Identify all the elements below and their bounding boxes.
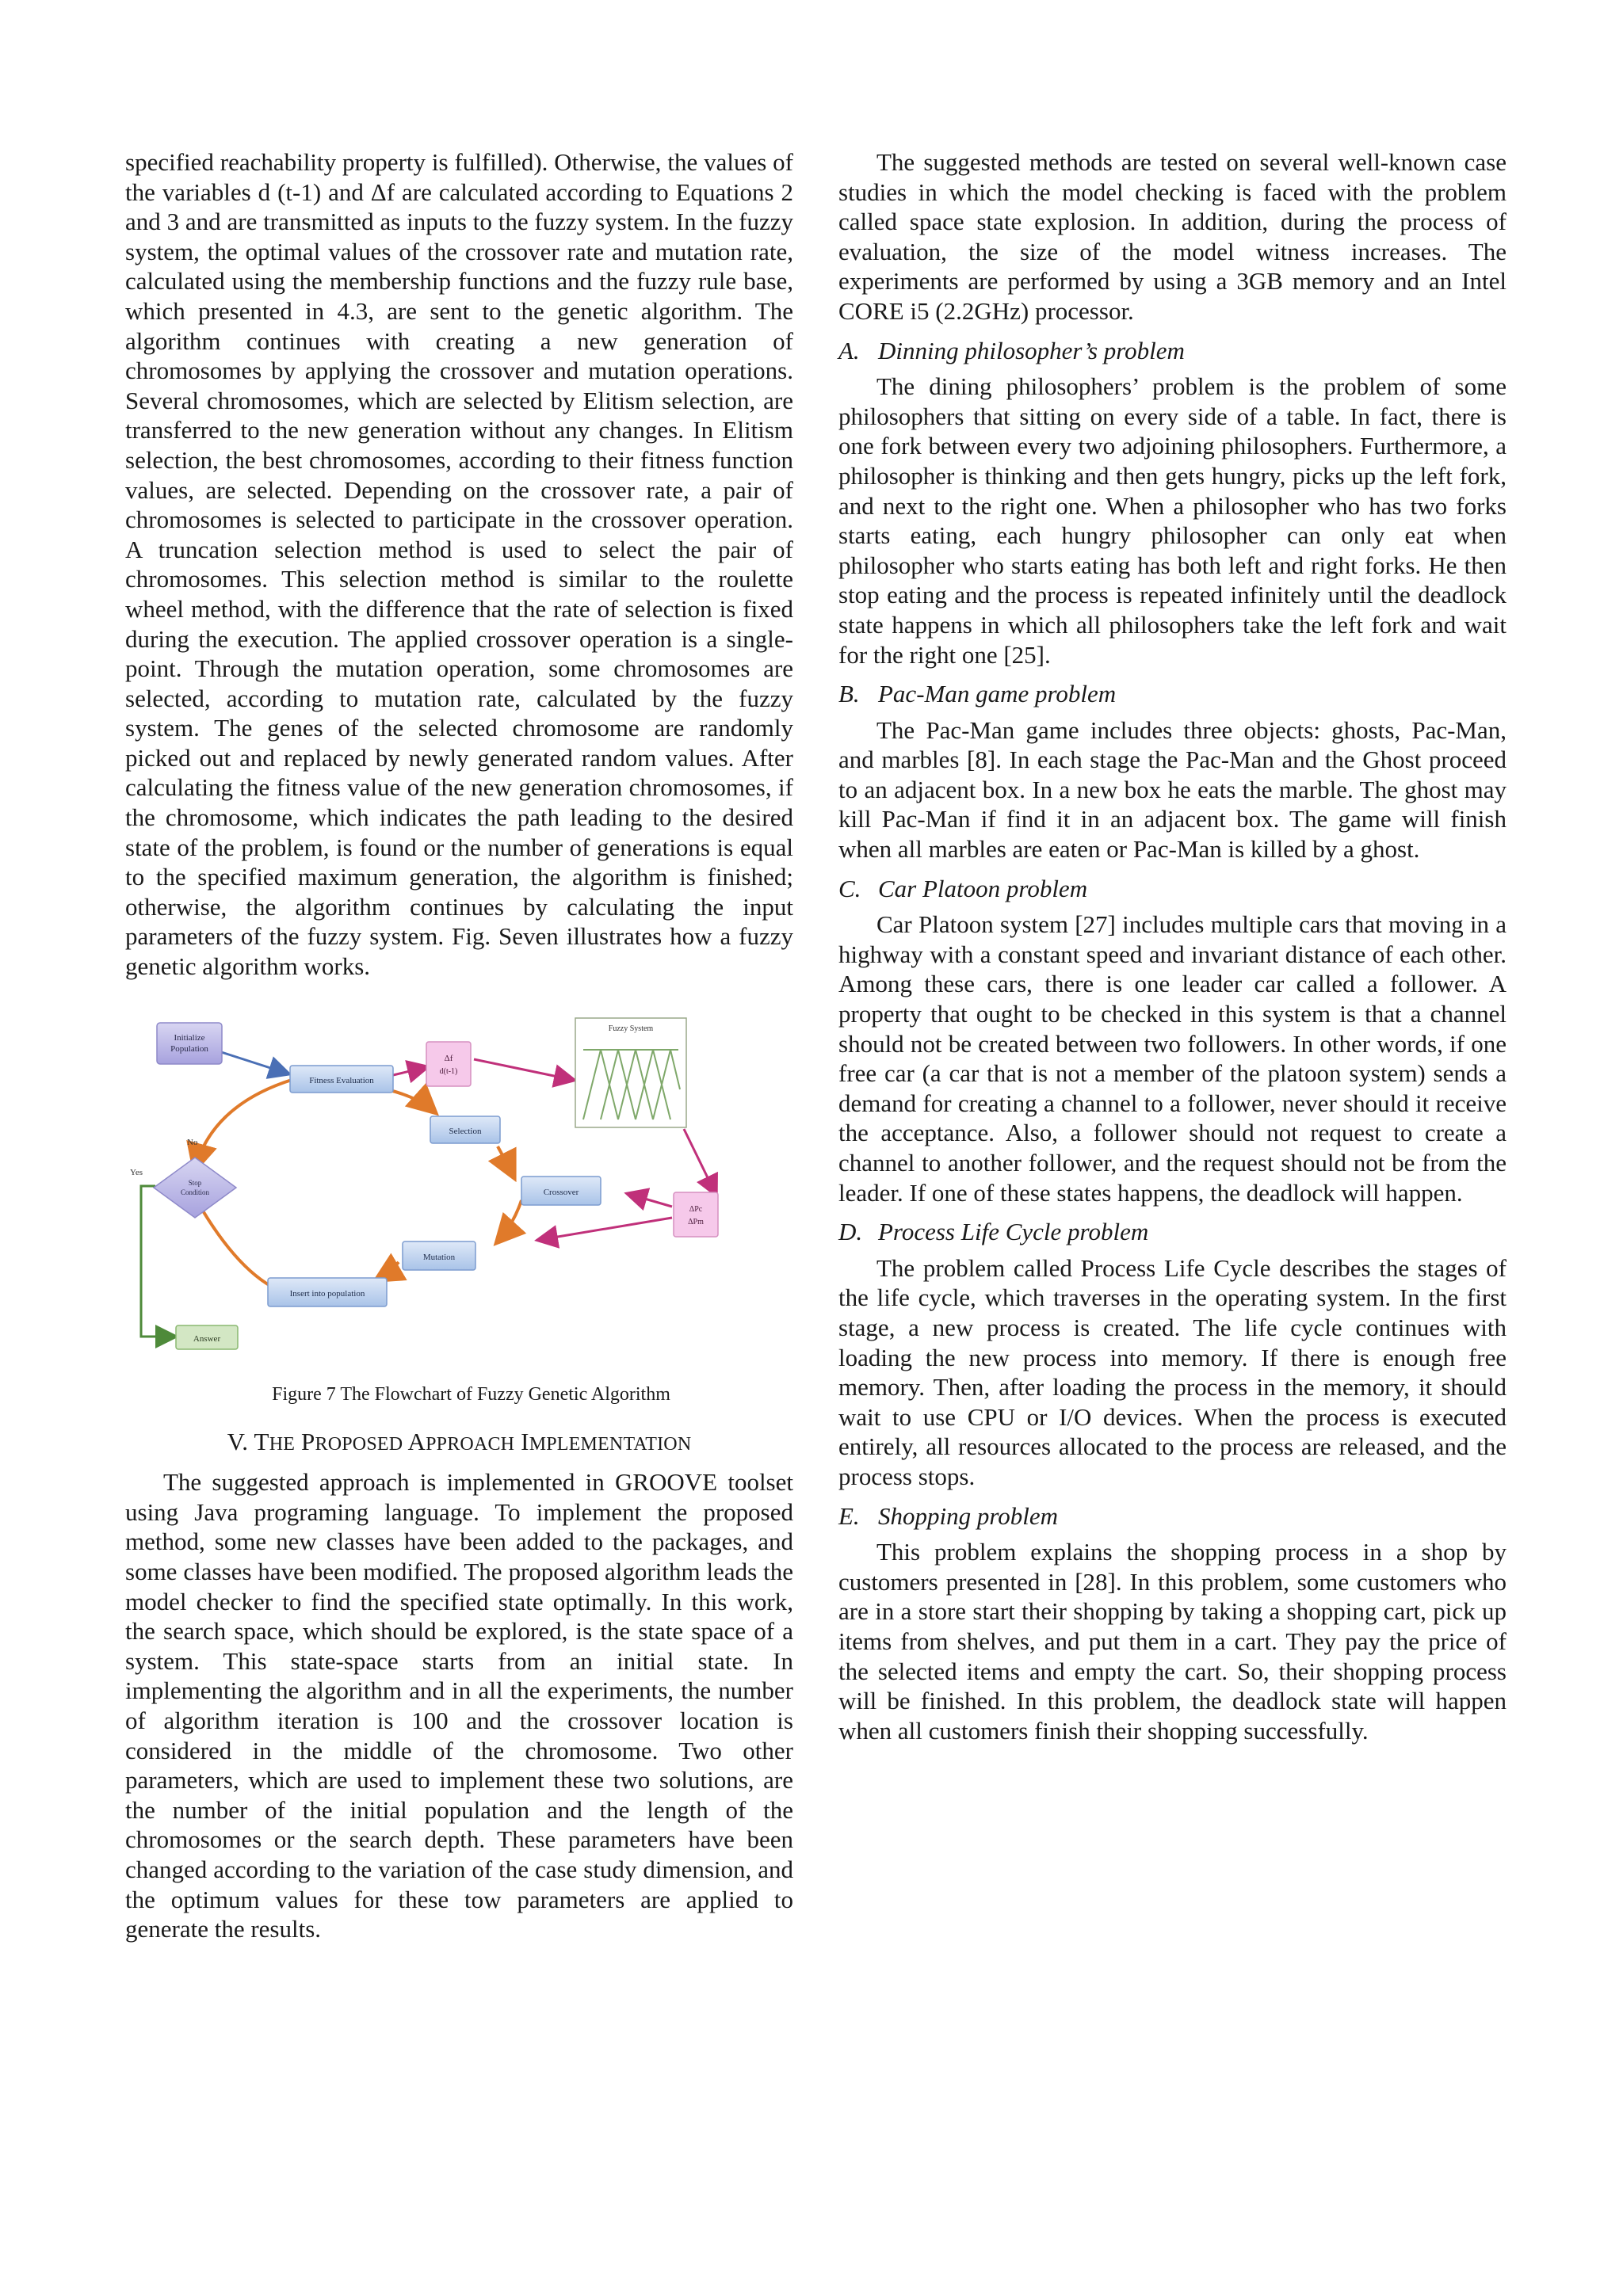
fuzzy-ga-flowchart (125, 1010, 793, 1383)
subsection-heading (838, 874, 1507, 904)
heading-word-1-rest: HE (269, 1433, 296, 1455)
answer-label: Answer (193, 1333, 221, 1344)
mutation-to-insert-arrow (377, 1262, 399, 1280)
left-column (125, 147, 793, 1944)
delta-pm-label: ΔPm (688, 1217, 704, 1226)
flowchart-svg (125, 1010, 793, 1383)
insert-population-label: Insert into population (289, 1288, 365, 1299)
subsection-heading (838, 1501, 1507, 1531)
initialize-label-line2: Population (170, 1043, 208, 1054)
subsection-body: The dining philosophers’ problem is the problem of some philosophers that sitting on every side of a table. In fact, there is one fork between every two adjoining philosophers. Furthermore, a philosopher is thinking and then gets hungry, picks up the left fork, and next to the right one. When a philosopher who has two forks starts eating, each hungry philosopher can only eat when philosopher who starts eating has both left and right forks. He then stop eating and the process is repeated infinitely until the deadlock state happens in which all philosophers take the left fork and wait for the right one [25]. (838, 372, 1507, 669)
heading-word-1-cap: T (254, 1427, 269, 1455)
heading-word-4-rest: MPLEMENTATION (529, 1433, 692, 1455)
subsection-title: Dinning philosopher’s problem (878, 336, 1185, 364)
section-heading (125, 1427, 793, 1460)
fitness-to-selection-arrow (387, 1089, 434, 1112)
rates-to-mutation-arrow (539, 1218, 672, 1240)
initialize-population-box (157, 1023, 222, 1064)
subsection-number: D. (838, 1218, 863, 1246)
stop-condition-diamond (154, 1158, 236, 1218)
stop-label-line1: Stop (188, 1178, 202, 1187)
subsection-number: B. (838, 680, 860, 708)
fitness-evaluation-label: Fitness Evaluation (309, 1075, 374, 1085)
subsection-title: Shopping problem (878, 1501, 1059, 1530)
heading-word-3-rest: PPROACH (426, 1433, 515, 1455)
no-label: No (187, 1137, 198, 1147)
subsection-heading (838, 1217, 1507, 1247)
section-numeral: V. (227, 1427, 249, 1455)
initialize-label-line1: Initialize (174, 1032, 205, 1043)
subsection-title: Pac-Man game problem (878, 680, 1117, 708)
subsection-body: The Pac-Man game includes three objects: ghosts, Pac-Man, and marbles [8]. In each stage the Pac-Man and the Ghost proceed to an adjacent box. In a new box he eats the marble. The ghost may kill Pac-Man if find it in an adjacent box. The game will finish when all marbles are eaten or Pac-Man is killed by a ghost. (838, 715, 1507, 864)
fuzzy-system-box (575, 1018, 686, 1127)
subsection-body: This problem explains the shopping process in a shop by customers presented in [28]. In this problem, some customers who are in a store start their shopping by taking a shopping cart, pick up items from shelves, and put them in a cart. They pay the price of the selected items and empty the cart. So, their shopping process will be finished. In this problem, the deadlock state will happen when all customers finish their shopping successfully. (838, 1538, 1507, 1745)
delta-f-label-line2: d(t-1) (439, 1066, 458, 1076)
subsection-number: C. (838, 874, 861, 902)
subsection-body: Car Platoon system [27] includes multiple cars that moving in a highway with a constant speed and invariant distance of each other. Among these cars, there is one leader car called a follower. A property that ought to be checked in this system is that a channel should not be created between two followers. In other words, if one free car (a car that is not a member of the platoon system) sends a demand for creating a channel to a follower, never should it receive the acceptance. Also, a follower should not request to create a channel to another follower, and the request should not be from the leader. If one of these states happens, the deadlock will happen. (838, 910, 1507, 1207)
delta-f-label-line1: Δf (444, 1053, 453, 1063)
stop-label-line2: Condition (180, 1188, 210, 1196)
delta-pc-label: ΔPc (689, 1204, 703, 1214)
crossover-label: Crossover (543, 1187, 579, 1197)
init-to-fitness-arrow (214, 1050, 288, 1074)
delta-rates-box (674, 1192, 718, 1237)
heading-word-3-cap: A (407, 1427, 426, 1455)
crossover-to-mutation-arrow (498, 1200, 521, 1241)
subsection-heading (838, 679, 1507, 709)
subsection-heading (838, 336, 1507, 366)
fuzzy-to-rates-arrow (684, 1129, 716, 1194)
loop-arrow-no (195, 1080, 292, 1169)
right-column (838, 147, 1507, 1745)
heading-word-4-cap: I (521, 1427, 529, 1455)
fuzzy-system-label: Fuzzy System (608, 1024, 654, 1033)
selection-label: Selection (449, 1126, 482, 1136)
mutation-label: Mutation (422, 1252, 456, 1262)
figure-caption: Figure 7 The Flowchart of Fuzzy Genetic Algorithm (272, 1383, 670, 1405)
rates-to-crossover-arrow (628, 1194, 672, 1207)
subsection-number: A. (838, 336, 860, 364)
yes-label: Yes (130, 1167, 143, 1177)
body-paragraph: specified reachability property is fulfilled). Otherwise, the values of the variables d (t-1) and Δf are calculated according to Equations 2 and 3 and are transmitted as inputs to the fuzzy system. In the fuzzy system, the optimal values of the crossover rate and mutation rate, calculated using the membership functions and the fuzzy rule base, which presented in 4.3, are sent to the genetic algorithm. The algorithm continues with creating a new generation of chromosomes by applying the crossover and mutation operations. Several chromosomes, which are selected by Elitism selection, are transferred to the new generation without any changes. In Elitism selection, the best chromosomes, according to their fitness function values, are selected. Depending on the crossover rate, a pair of chromosomes is selected to participate in the crossover operation. A truncation selection method is used to select the pair of chromosomes. This selection method is similar to the roulette wheel method, with the difference that the rate of selection is fixed during the execution. The applied crossover operation is a single-point. Through the mutation operation, some chromosomes are selected, according to mutation rate, calculated by the fuzzy system. The genes of the selected chromosome are randomly picked out and replaced by newly generated random values. After calculating the fitness value of the new generation chromosomes, if the chromosome, which indicates the path leading to the desired state of the problem, is found or the number of generations is equal to the specified maximum generation, the algorithm is finished; otherwise, the algorithm continues by calculating the input parameters of the fuzzy system. Fig. Seven illustrates how a fuzzy genetic algorithm works. (125, 148, 793, 981)
delta-to-fuzzy-arrow (474, 1059, 573, 1080)
selection-to-crossover-arrow (498, 1146, 514, 1177)
subsection-body: The problem called Process Life Cycle describes the stages of the life cycle, which traverses in the operating system. In the first stage, a new process is created. The life cycle continues with loading the new process into memory. If there is enough free memory. Then, after loading the process in the memory, it should wait to use CPU or I/O devices. When the process is executed entirely, all resources allocated to the process are released, and the process stops. (838, 1253, 1507, 1490)
heading-word-2-rest: ROPOSED (315, 1433, 403, 1455)
subsection-number: E. (838, 1501, 860, 1530)
heading-word-2-cap: P (301, 1427, 315, 1455)
delta-f-box (426, 1042, 471, 1086)
subsection-title: Process Life Cycle problem (878, 1218, 1149, 1246)
intro-paragraph: The suggested methods are tested on several well-known case studies in which the model checking is faced with the problem called space state explosion. In addition, during the process of evaluation, the size of the model witness increases. The experiments are performed by using a 3GB memory and an Intel CORE i5 (2.2GHz) processor. (838, 148, 1507, 325)
yes-to-answer-arrow (141, 1186, 174, 1337)
subsection-title: Car Platoon problem (878, 874, 1088, 902)
fitness-to-delta-arrow (393, 1067, 426, 1075)
body-paragraph: The suggested approach is implemented in GROOVE toolset using Java programing language. To implement the proposed method, some new classes have been added to the packages, and some classes have been modified. The proposed algorithm leads the model checker to find the specified state optimally. In this work, the search space, which should be explored, is the state space of a system. This state-space starts from an initial state. In implementing the algorithm and in all the experiments, the number of algorithm iteration is 100 and the crossover location is considered in the middle of the chromosome. Two other parameters, which are used to implement these two solutions, are the number of the initial population and the length of the chromosomes or the search depth. These parameters have been changed according to the variation of the case study dimension, and the optimum values for these tow parameters are applied to generate the results. (125, 1468, 793, 1943)
